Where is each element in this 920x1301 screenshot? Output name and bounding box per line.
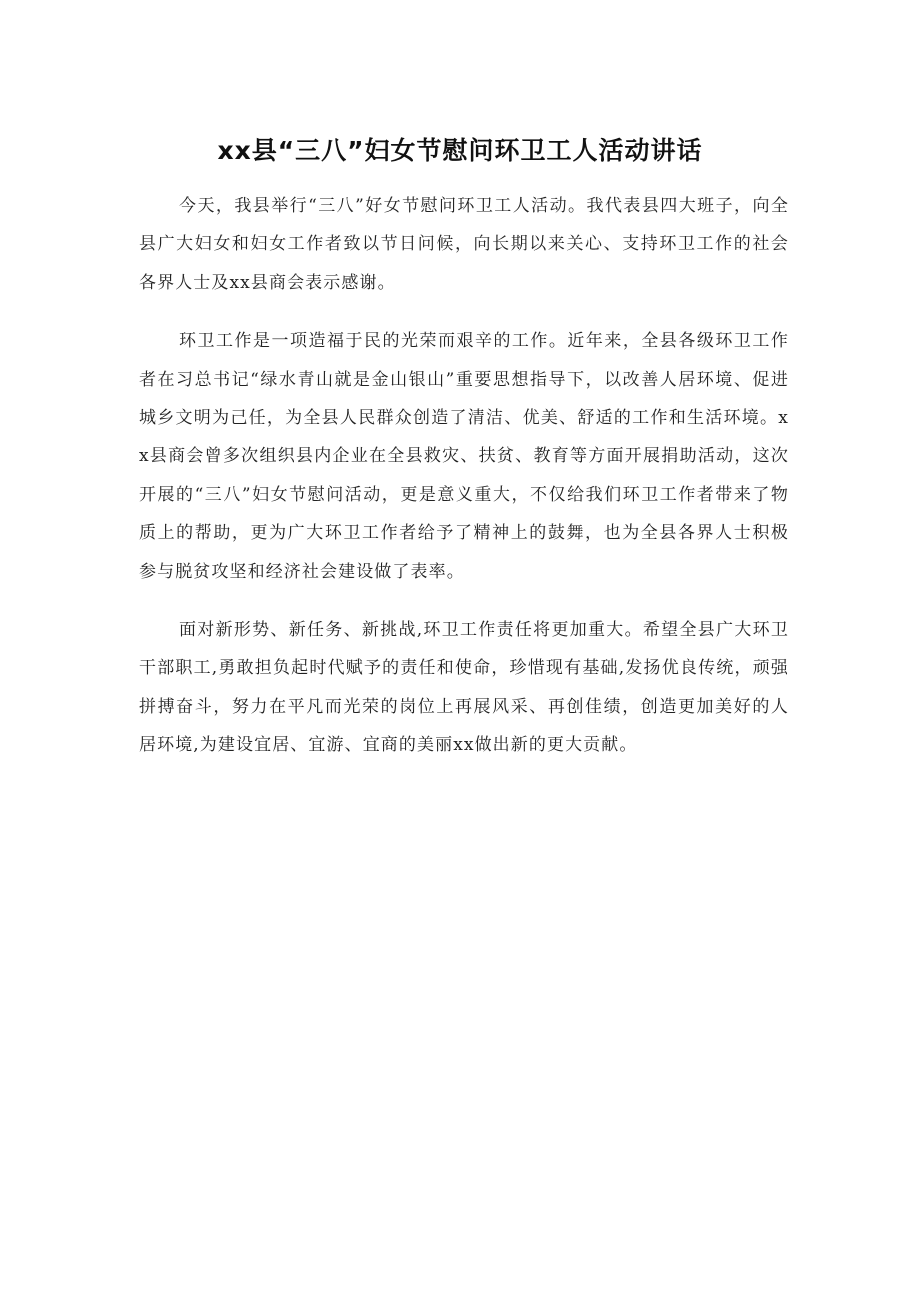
- paragraph-2: 环卫工作是一项造福于民的光荣而艰辛的工作。近年来，全县各级环卫工作者在习总书记“绿水青山就是金山银山”重要思想指导下，以改善人居环境、促进城乡文明为己任，为全县人民群众创造了清洁、优美、舒适的工作和生活环境。xx县商会曾多次组织县内企业在全县救灾、扶贫、教育等方面开展捐助活动，这次开展的“三八”妇女节慰问活动，更是意义重大，不仅给我们环卫工作者带来了物质上的帮助，更为广大环卫工作者给予了精神上的鼓舞，也为全县各界人士积极参与脱贫攻坚和经济社会建设做了表率。: [139, 331, 789, 582]
- document-body: [139, 187, 789, 785]
- document-title: xx县“三八”妇女节慰问环卫工人活动讲话: [217, 136, 703, 165]
- paragraph-1: 今天，我县举行“三八”好女节慰问环卫工人活动。我代表县四大班子，向全县广大妇女和妇女工作者致以节日问候，向长期以来关心、支持环卫工作的社会各界人士及xx县商会表示感谢。: [139, 196, 789, 293]
- paragraph-3: 面对新形势、新任务、新挑战,环卫工作责任将更加重大。希望全县广大环卫干部职工,勇敢担负起时代赋予的责任和使命，珍惜现有基础,发扬优良传统，顽强拼搏奋斗，努力在平凡而光荣的岗位上再展风采、再创佳绩，创造更加美好的人居环境,为建设宜居、宜游、宜商的美丽xx做出新的更大贡献。: [139, 620, 789, 756]
